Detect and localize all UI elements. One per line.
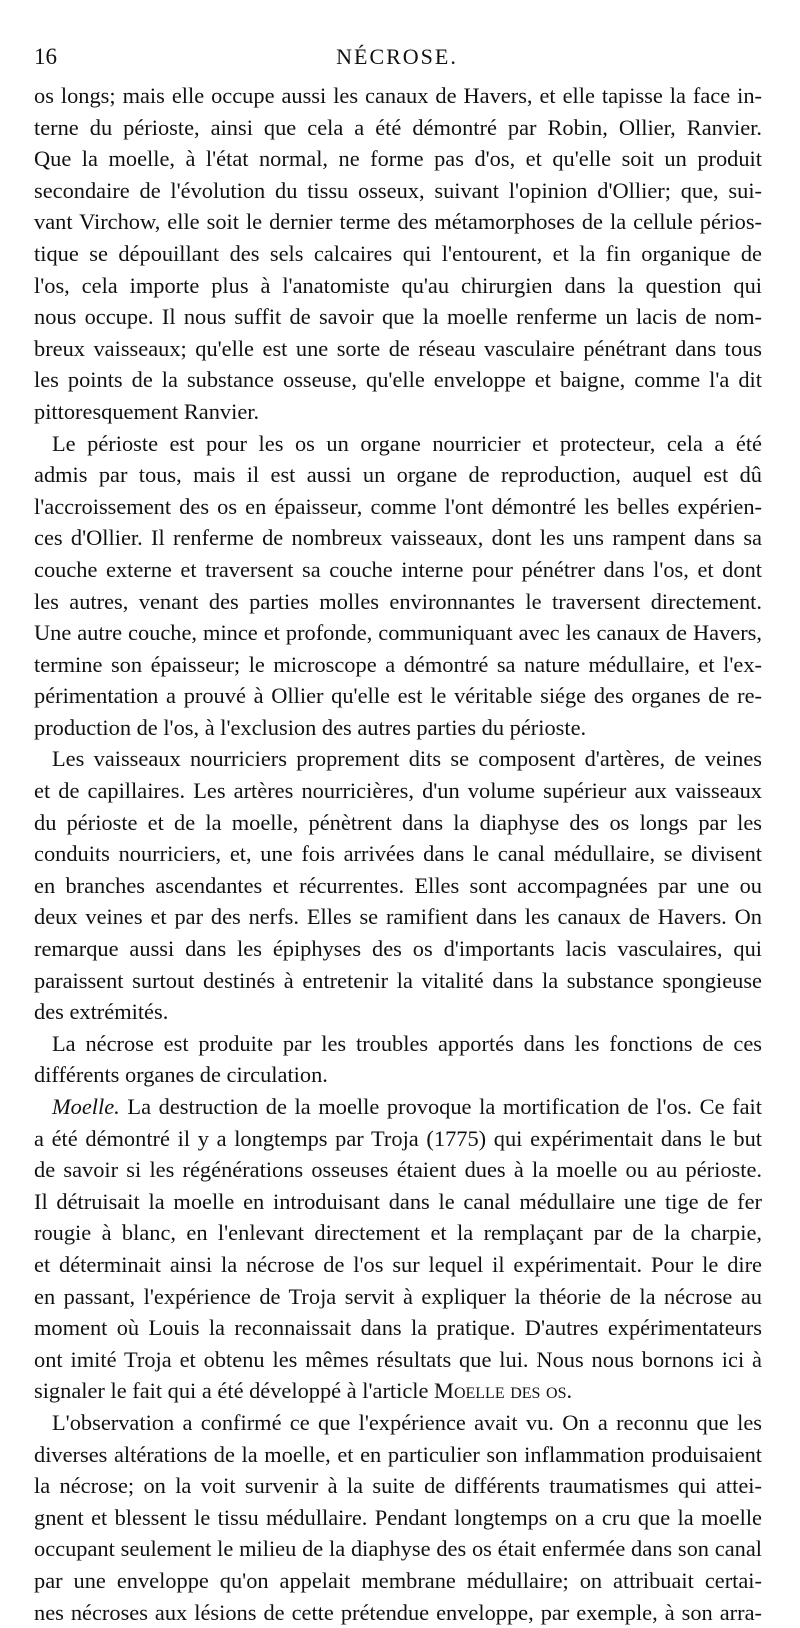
text-line: ont imité Troja et obtenu les mêmes résultats que lui. Nous nous bornons ici à: [34, 1344, 762, 1376]
text-line: périmentation a prouvé à Ollier qu'elle est le véritable siége des organes de re-: [34, 680, 762, 712]
text-run: La destruction de la moelle provoque la mortification de l'os. Ce fait: [120, 1094, 762, 1119]
text-line: Une autre couche, mince et profonde, communiquant avec les canaux de Havers,: [34, 617, 762, 649]
text-line: production de l'os, à l'exclusion des autres parties du périoste.: [34, 712, 762, 744]
text-line: diverses altérations de la moelle, et en particulier son inflammation produisaient: [34, 1439, 762, 1471]
text-line: paraissent surtout destinés à entretenir la vitalité dans la substance spongieuse: [34, 965, 762, 997]
text-line: et de capillaires. Les artères nourricières, d'un volume supérieur aux vaisseaux: [34, 775, 762, 807]
text-line: [34, 1375, 762, 1407]
article-reference: Moelle des os.: [434, 1378, 572, 1403]
text-line: moment où Louis la reconnaissait dans la pratique. D'autres expérimentateurs: [34, 1312, 762, 1344]
text-line: couche externe et traversent sa couche interne pour pénétrer dans l'os, et dont: [34, 554, 762, 586]
text-line: La nécrose est produite par les troubles apportés dans les fonctions de ces: [34, 1028, 762, 1060]
text-line: les autres, venant des parties molles environnantes le traversent directement.: [34, 586, 762, 618]
text-line: conduits nourriciers, et, une fois arrivées dans le canal médullaire, se divisent: [34, 838, 762, 870]
text-line: en passant, l'expérience de Troja servit à expliquer la théorie de la nécrose au: [34, 1281, 762, 1313]
text-line: et déterminait ainsi la nécrose de l'os sur lequel il expérimentait. Pour le dire: [34, 1249, 762, 1281]
text-line: a été démontré il y a longtemps par Troja (1775) qui expérimentait dans le but: [34, 1123, 762, 1155]
text-line: nes nécroses aux lésions de cette prétendue enveloppe, par exemple, à son arra-: [34, 1597, 762, 1628]
text-run: signaler le fait qui a été développé à l'article: [34, 1378, 434, 1403]
text-line: L'observation a confirmé ce que l'expérience avait vu. On a reconnu que les: [34, 1407, 762, 1439]
section-heading: Moelle.: [52, 1094, 120, 1119]
page-header: [34, 44, 760, 76]
text-line: par une enveloppe qu'on appelait membrane médullaire; on attribuait certai-: [34, 1565, 762, 1597]
text-line: breux vaisseaux; qu'elle est une sorte de réseau vasculaire pénétrant dans tous: [34, 333, 762, 365]
text-line: nous occupe. Il nous suffit de savoir que la moelle renferme un lacis de nom-: [34, 301, 762, 333]
text-line: deux veines et par des nerfs. Elles se ramifient dans les canaux de Havers. On: [34, 901, 762, 933]
text-line: différents organes de circulation.: [34, 1059, 762, 1091]
text-line: l'os, cela importe plus à l'anatomiste qu'au chirurgien dans la question qui: [34, 270, 762, 302]
text-line: occupant seulement le milieu de la diaphyse des os était enfermée dans son canal: [34, 1533, 762, 1565]
text-line: du périoste et de la moelle, pénètrent dans la diaphyse des os longs par les: [34, 807, 762, 839]
text-line: la nécrose; on la voit survenir à la suite de différents traumatismes qui attei-: [34, 1470, 762, 1502]
text-line: termine son épaisseur; le microscope a démontré sa nature médullaire, et l'ex-: [34, 649, 762, 681]
text-line: rougie à blanc, en l'enlevant directement et la remplaçant par de la charpie,: [34, 1217, 762, 1249]
running-title: NÉCROSE.: [34, 44, 760, 70]
text-line: vant Virchow, elle soit le dernier terme des métamorphoses de la cellule périos-: [34, 206, 762, 238]
text-line: terne du périoste, ainsi que cela a été démontré par Robin, Ollier, Ranvier.: [34, 112, 762, 144]
text-line: [34, 1091, 762, 1123]
text-line: tique se dépouillant des sels calcaires qui l'entourent, et la fin organique de: [34, 238, 762, 270]
text-line: ces d'Ollier. Il renferme de nombreux vaisseaux, dont les uns rampent dans sa: [34, 522, 762, 554]
page-number: 16: [34, 44, 57, 70]
body-text: [34, 80, 762, 1628]
text-line: pittoresquement Ranvier.: [34, 396, 762, 428]
text-line: Il détruisait la moelle en introduisant dans le canal médullaire une tige de fer: [34, 1186, 762, 1218]
text-line: Les vaisseaux nourriciers proprement dits se composent d'artères, de veines: [34, 743, 762, 775]
text-line: des extrémités.: [34, 996, 762, 1028]
text-line: l'accroissement des os en épaisseur, comme l'ont démontré les belles expérien-: [34, 491, 762, 523]
text-line: Que la moelle, à l'état normal, ne forme pas d'os, et qu'elle soit un produit: [34, 143, 762, 175]
text-line: os longs; mais elle occupe aussi les canaux de Havers, et elle tapisse la face in-: [34, 80, 762, 112]
text-line: gnent et blessent le tissu médullaire. Pendant longtemps on a cru que la moelle: [34, 1502, 762, 1534]
text-line: en branches ascendantes et récurrentes. Elles sont accompagnées par une ou: [34, 870, 762, 902]
text-line: admis par tous, mais il est aussi un organe de reproduction, auquel est dû: [34, 459, 762, 491]
text-line: les points de la substance osseuse, qu'elle enveloppe et baigne, comme l'a dit: [34, 364, 762, 396]
text-line: de savoir si les régénérations osseuses étaient dues à la moelle ou au périoste.: [34, 1154, 762, 1186]
text-line: Le périoste est pour les os un organe nourricier et protecteur, cela a été: [34, 428, 762, 460]
text-line: secondaire de l'évolution du tissu osseux, suivant l'opinion d'Ollier; que, sui-: [34, 175, 762, 207]
text-line: remarque aussi dans les épiphyses des os d'importants lacis vasculaires, qui: [34, 933, 762, 965]
